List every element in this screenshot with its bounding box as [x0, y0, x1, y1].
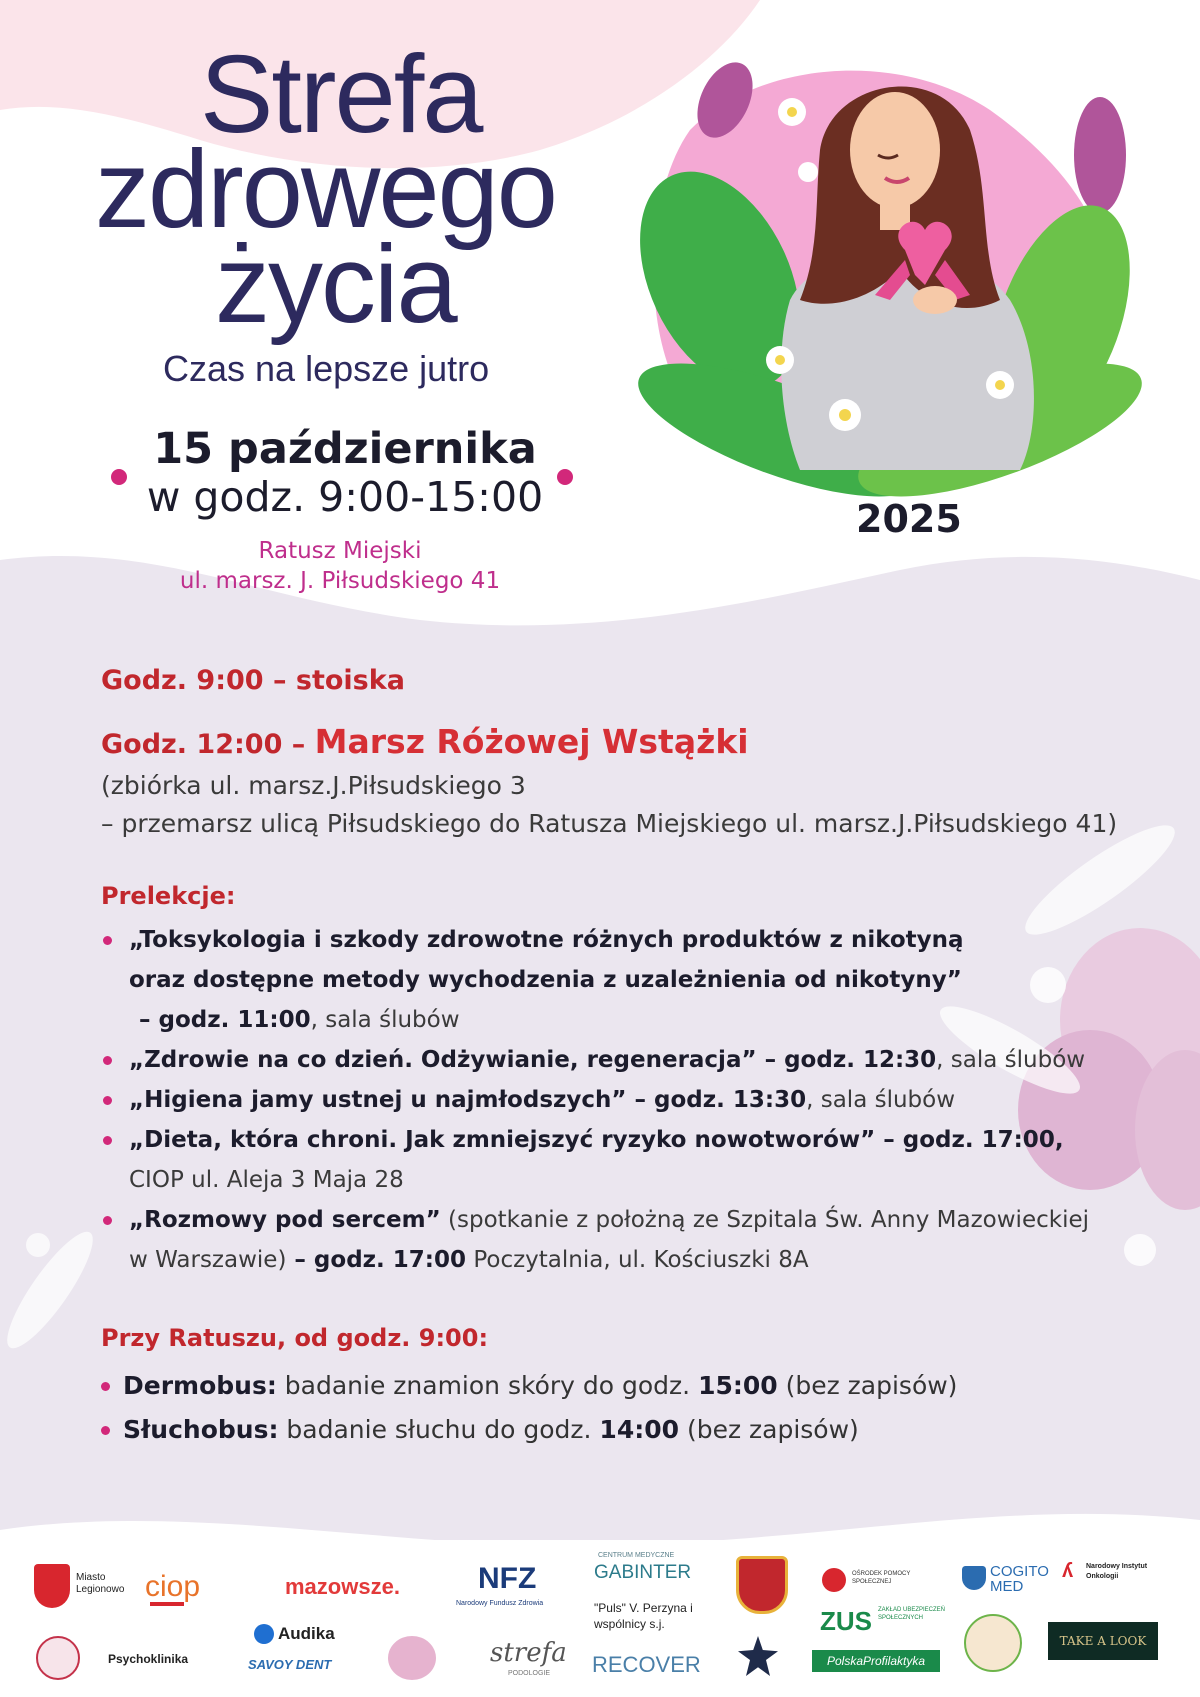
cogito-shield-icon — [962, 1566, 986, 1590]
list-item: Dermobus: badanie znamion skóry do godz. 15:00 (bez zapisów) — [101, 1364, 1161, 1408]
logo-audika: Audika — [278, 1624, 335, 1643]
logo-nfz: NFZ — [478, 1562, 537, 1595]
logo-ops: OŚRODEK POMOCY SPOŁECZNEJ — [852, 1571, 911, 1585]
venue-address: ul. marsz. J. Piłsudskiego 41 — [179, 568, 501, 595]
march-detail-1: (zbiórka ul. marsz.J.Piłsudskiego 3 — [101, 771, 526, 800]
logo-nio: Narodowy Instytut Onkologii — [1086, 1563, 1148, 1580]
title-line-2: zdrowego — [95, 128, 556, 251]
townhall-list — [101, 1364, 1161, 1452]
title-line-1: Strefa — [200, 33, 482, 156]
audika-dot-icon — [254, 1624, 274, 1644]
lectures-list — [101, 920, 1161, 1280]
subtitle: Czas na lepsze jutro — [163, 348, 490, 389]
police-star-icon — [738, 1636, 778, 1676]
list-item: „Rozmowy pod sercem” (spotkanie z położną ze Szpitala Św. Anny Mazowieckiej w Warszawie) – godz. 17:00 Poczytalnia, ul. Kościuszki 8A — [101, 1200, 1161, 1280]
list-item: „Dieta, która chroni. Jak zmniejszyć ryzyko nowotworów” – godz. 17:00, CIOP ul. Aleja 3 Maja 28 — [101, 1120, 1161, 1200]
list-item: Słuchobus: badanie słuchu do godz. 14:00 (bez zapisów) — [101, 1408, 1161, 1452]
march-title: Marsz Różowej Wstążki — [314, 722, 749, 761]
logo-take-a-look: TAKE A LOOK — [1048, 1622, 1158, 1660]
list-item: „Higiena jamy ustnej u najmłodszych” – godz. 13:30, sala ślubów — [101, 1080, 1161, 1120]
logo-psychoklinika: Psychoklinika — [108, 1652, 189, 1666]
logo-gabinter-top: CENTRUM MEDYCZNE — [598, 1552, 675, 1559]
logo-recover: RECOVER — [592, 1652, 701, 1677]
year: 2025 — [856, 497, 962, 541]
townhall-heading: Przy Ratuszu, od godz. 9:00: — [101, 1324, 489, 1352]
schedule-stands: Godz. 9:00 – stoiska — [101, 665, 405, 696]
event-date — [110, 425, 580, 522]
logo-strefa-podologie: strefa — [490, 1638, 567, 1668]
lectures-heading: Prelekcje: — [101, 882, 236, 910]
venue-name: Ratusz Miejski — [258, 538, 422, 564]
psz-logo-icon — [150, 1602, 184, 1632]
legionowo-round-logo-icon — [36, 1636, 80, 1680]
logo-savoy-dent: SAVOY DENT — [248, 1657, 332, 1672]
logo-ciop: ciop — [145, 1570, 201, 1603]
partner-logos — [0, 1540, 1200, 1697]
woman-illustration — [608, 54, 1157, 524]
logo-puls: "Puls" V. Perzyna i wspólnicy s.j. — [594, 1601, 693, 1631]
ops-heart-icon — [822, 1568, 846, 1592]
logo-gabinter: GABINTER — [594, 1562, 692, 1583]
title-line-3: życia — [215, 223, 456, 346]
logo-zus-sub: ZAKŁAD UBEZPIECZEŃ SPOŁECZNYCH — [878, 1607, 946, 1621]
venue — [120, 536, 560, 597]
event-day: 15 października — [153, 424, 537, 474]
event-hours: w godz. 9:00-15:00 — [146, 473, 544, 522]
fire-brigade-emblem-icon — [736, 1556, 788, 1614]
logo-polska-profilaktyka: PolskaProfilaktyka — [812, 1650, 940, 1672]
march-detail-2: – przemarsz ulicą Piłsudskiego do Ratusza Miejskiego ul. marsz.J.Piłsudskiego 41) — [101, 808, 1118, 838]
logo-zus: ZUS — [820, 1606, 872, 1636]
logo-mazowsze: mazowsze. — [285, 1574, 400, 1599]
program — [101, 665, 1161, 1452]
legionowo-crest-icon — [34, 1564, 70, 1608]
logo-cogito-med: COGITO MED — [990, 1563, 1049, 1595]
list-item: „Toksykologia i szkody zdrowotne różnych produktów z nikotyną oraz dostępne metody wychodzenia z uzależnienia od nikotyny” – godz. 11:00, sala ślubów — [101, 920, 1161, 1040]
logo-nfz-sub: Narodowy Fundusz Zdrowia — [456, 1600, 544, 1607]
logo-strefa-sub: PODOLOGIE — [508, 1670, 551, 1677]
nio-mark-icon: ʎ — [1062, 1560, 1074, 1582]
crown-badge-icon — [388, 1636, 436, 1680]
logo-miasto-legionowo: Miasto Legionowo — [76, 1572, 125, 1595]
list-item: „Zdrowie na co dzień. Odżywianie, regeneracja” – godz. 12:30, sala ślubów — [101, 1040, 1161, 1080]
round-badge-icon — [964, 1614, 1022, 1672]
schedule-march: Godz. 12:00 – Marsz Różowej Wstążki — [101, 722, 749, 761]
